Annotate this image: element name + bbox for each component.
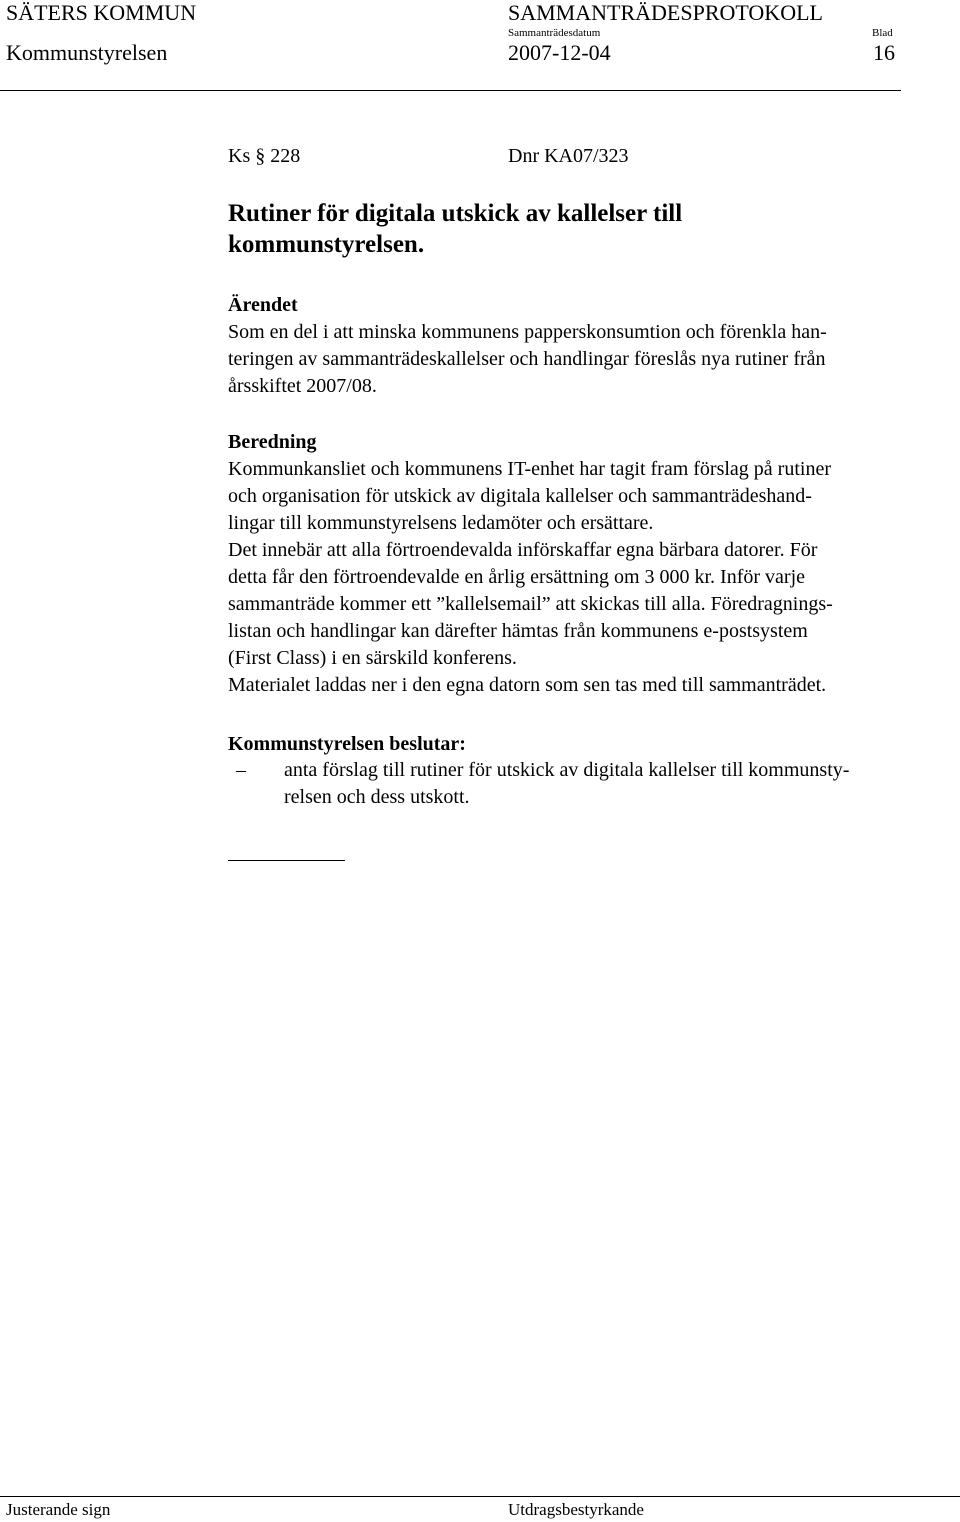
beredning-section — [228, 429, 948, 699]
beslut-bullet: – — [236, 759, 246, 781]
case-title-line: kommunstyrelsen. — [228, 231, 425, 258]
beslut-heading: Kommunstyrelsen beslutar: — [228, 733, 466, 755]
header-rule — [0, 90, 901, 91]
beredning-line: och organisation för utskick av digitala kallelser och sammanträdeshand- — [228, 485, 812, 507]
beslut-item — [284, 757, 849, 811]
beredning-line: Kommunkansliet och kommunens IT-enhet har tagit fram förslag på rutiner — [228, 458, 831, 480]
municipality-name: SÄTERS KOMMUN — [6, 0, 197, 25]
date-label: Sammanträdesdatum — [508, 27, 601, 39]
meeting-date: 2007-12-04 — [508, 40, 611, 65]
arendet-heading: Ärendet — [228, 294, 298, 316]
beredning-line: lingar till kommunstyrelsens ledamöter och ersättare. — [228, 512, 654, 534]
arendet-section — [228, 292, 948, 400]
arendet-line: teringen av sammanträdeskallelser och handlingar föreslås nya rutiner från — [228, 348, 826, 370]
arendet-line: Som en del i att minska kommunens papperskonsumtion och förenkla han- — [228, 321, 827, 343]
beslut-item-line: relsen och dess utskott. — [284, 786, 470, 808]
end-rule — [228, 860, 345, 861]
footer-justerande-sign: Justerande sign — [6, 1500, 111, 1519]
beredning-line: listan och handlingar kan därefter hämtas från kommunens e-postsystem — [228, 620, 808, 642]
case-title — [228, 198, 948, 260]
arendet-line: årsskiftet 2007/08. — [228, 375, 377, 397]
body-name: Kommunstyrelsen — [6, 40, 168, 65]
case-title-line: Rutiner för digitala utskick av kallelser till — [228, 200, 683, 227]
footer-utdragsbestyrkande: Utdragsbestyrkande — [508, 1500, 644, 1519]
page-number: 16 — [873, 40, 895, 65]
beredning-line: detta får den förtroendevalde en årlig ersättning om 3 000 kr. Inför varje — [228, 566, 806, 588]
beslut-item-line: anta förslag till rutiner för utskick av digitala kallelser till kommunsty- — [284, 759, 850, 781]
beredning-line: (First Class) i en särskild konferens. — [228, 647, 517, 669]
beredning-line: Det innebär att alla förtroendevalda införskaffar egna bärbara datorer. För — [228, 539, 818, 561]
case-number: Ks § 228 — [228, 145, 301, 167]
footer-rule — [0, 1496, 960, 1497]
beredning-line: Materialet laddas ner i den egna datorn som sen tas med till sammanträdet. — [228, 674, 827, 696]
beredning-heading: Beredning — [228, 431, 317, 453]
beredning-line: sammanträde kommer ett ”kallelsemail” att skickas till alla. Föredragnings- — [228, 593, 833, 615]
protocol-title: SAMMANTRÄDESPROTOKOLL — [508, 0, 823, 25]
page-label: Blad — [872, 27, 893, 39]
case-dnr: Dnr KA07/323 — [508, 145, 629, 167]
